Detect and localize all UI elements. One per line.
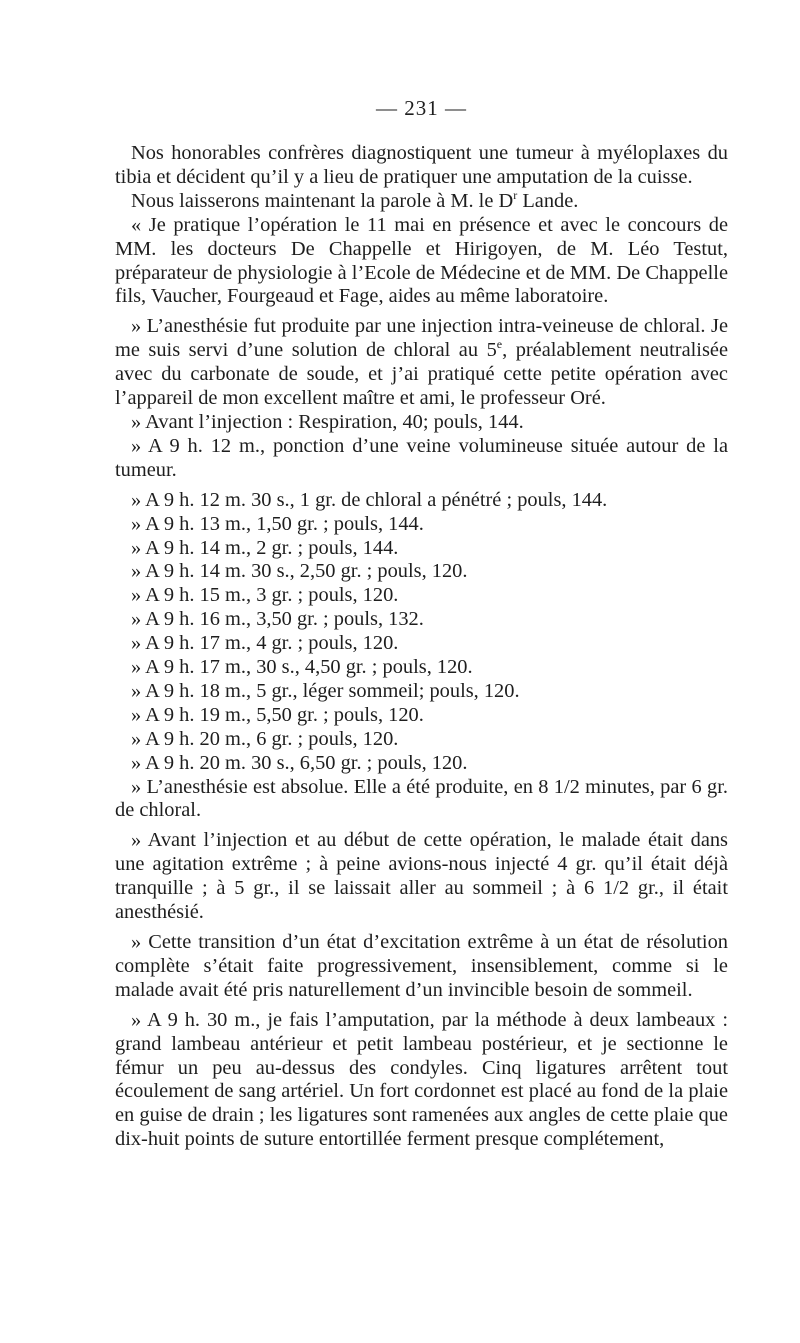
page-number: — 231 — xyxy=(376,96,467,120)
record-line: » A 9 h. 19 m., 5,50 gr. ; pouls, 120. xyxy=(131,703,424,726)
record-line: » A 9 h. 13 m., 1,50 gr. ; pouls, 144. xyxy=(131,512,424,535)
paragraph-text: Lande. xyxy=(517,189,579,212)
superscript: e xyxy=(496,337,503,352)
record-line: » A 9 h. 20 m., 6 gr. ; pouls, 120. xyxy=(131,727,399,750)
record-line: » A 9 h. 14 m. 30 s., 2,50 gr. ; pouls, 120. xyxy=(131,560,468,583)
record-line: » A 9 h. 14 m., 2 gr. ; pouls, 144. xyxy=(131,536,399,559)
record-line: » A 9 h. 16 m., 3,50 gr. ; pouls, 132. xyxy=(131,608,424,631)
paragraph: » Avant l’injection et au début de cette opération, le malade était dans une agitation extrême ; à peine avions-nous injecté 4 gr. qu’il était déjà tranquille ; à 5 gr., il se laissait aller au sommeil ; à 6 1/2 gr., il était anesthésié. xyxy=(115,829,728,924)
paragraph xyxy=(115,315,728,411)
paragraph: Nos honorables confrères diagnostiquent une tumeur à myéloplaxes du tibia et décident qu’il y a lieu de pratiquer une amputation de la cuisse. xyxy=(115,142,728,188)
paragraph: » A 9 h. 12 m., ponction d’une veine volumineuse située autour de la tumeur. xyxy=(115,434,728,481)
body-text xyxy=(115,142,728,1152)
record-line: » A 9 h. 12 m. 30 s., 1 gr. de chloral a pénétré ; pouls, 144. xyxy=(131,488,608,511)
record-line: » A 9 h. 20 m. 30 s., 6,50 gr. ; pouls, 120. xyxy=(131,751,468,774)
paragraph: » Cette transition d’un état d’excitation extrême à un état de résolution complète s’était faite progressivement, insensiblement, comme si le malade avait été pris naturellement d’un invincible besoin de sommeil. xyxy=(115,931,728,1001)
paragraph-text: » L’anesthésie fut produite par une injection intra-veineuse de chloral. Je me suis servi d’une solution de chloral au 5 xyxy=(115,315,728,362)
record-line: » A 9 h. 18 m., 5 gr., léger sommeil; pouls, 120. xyxy=(131,679,520,702)
superscript: r xyxy=(513,188,518,203)
paragraph: » L’anesthésie est absolue. Elle a été produite, en 8 1/2 minutes, par 6 gr. de chloral. xyxy=(115,775,728,822)
record-line: » A 9 h. 15 m., 3 gr. ; pouls, 120. xyxy=(131,584,399,607)
paragraph-text: Nous laisserons maintenant la parole à M. le D xyxy=(131,189,514,212)
paragraph-text: , préalablement neutralisée avec du carbonate de soude, et j’ai pratiqué cette petite opération avec l’appareil de mon excellent maître et ami, le professeur Oré. xyxy=(115,339,728,410)
paragraph: « Je pratique l’opération le 11 mai en présence et avec le concours de MM. les docteurs De Chappelle et Hirigoyen, de M. Léo Testut, préparateur de physiologie à l’Ecole de Médecine et de MM. De Chappelle fils, Vaucher, Fourgeaud et Fage, aides au même laboratoire. xyxy=(115,213,728,308)
paragraph: » A 9 h. 30 m., je fais l’amputation, par la méthode à deux lambeaux : grand lambeau antérieur et petit lambeau postérieur, et je sectionne le fémur un peu au-dessus des condyles. Cinq ligatures arrêtent tout écoulement de sang artériel. Un fort cordonnet est placé au fond de la plaie en guise de drain ; les ligatures sont ramenées aux angles de cette plaie que dix-huit points de suture entortillée ferment presque complétement, xyxy=(115,1008,728,1151)
record-line: » A 9 h. 17 m., 30 s., 4,50 gr. ; pouls, 120. xyxy=(131,656,473,679)
record-line: » A 9 h. 17 m., 4 gr. ; pouls, 120. xyxy=(131,632,399,655)
paragraph: » Avant l’injection : Respiration, 40; pouls, 144. xyxy=(131,410,524,433)
paragraph xyxy=(115,190,728,214)
